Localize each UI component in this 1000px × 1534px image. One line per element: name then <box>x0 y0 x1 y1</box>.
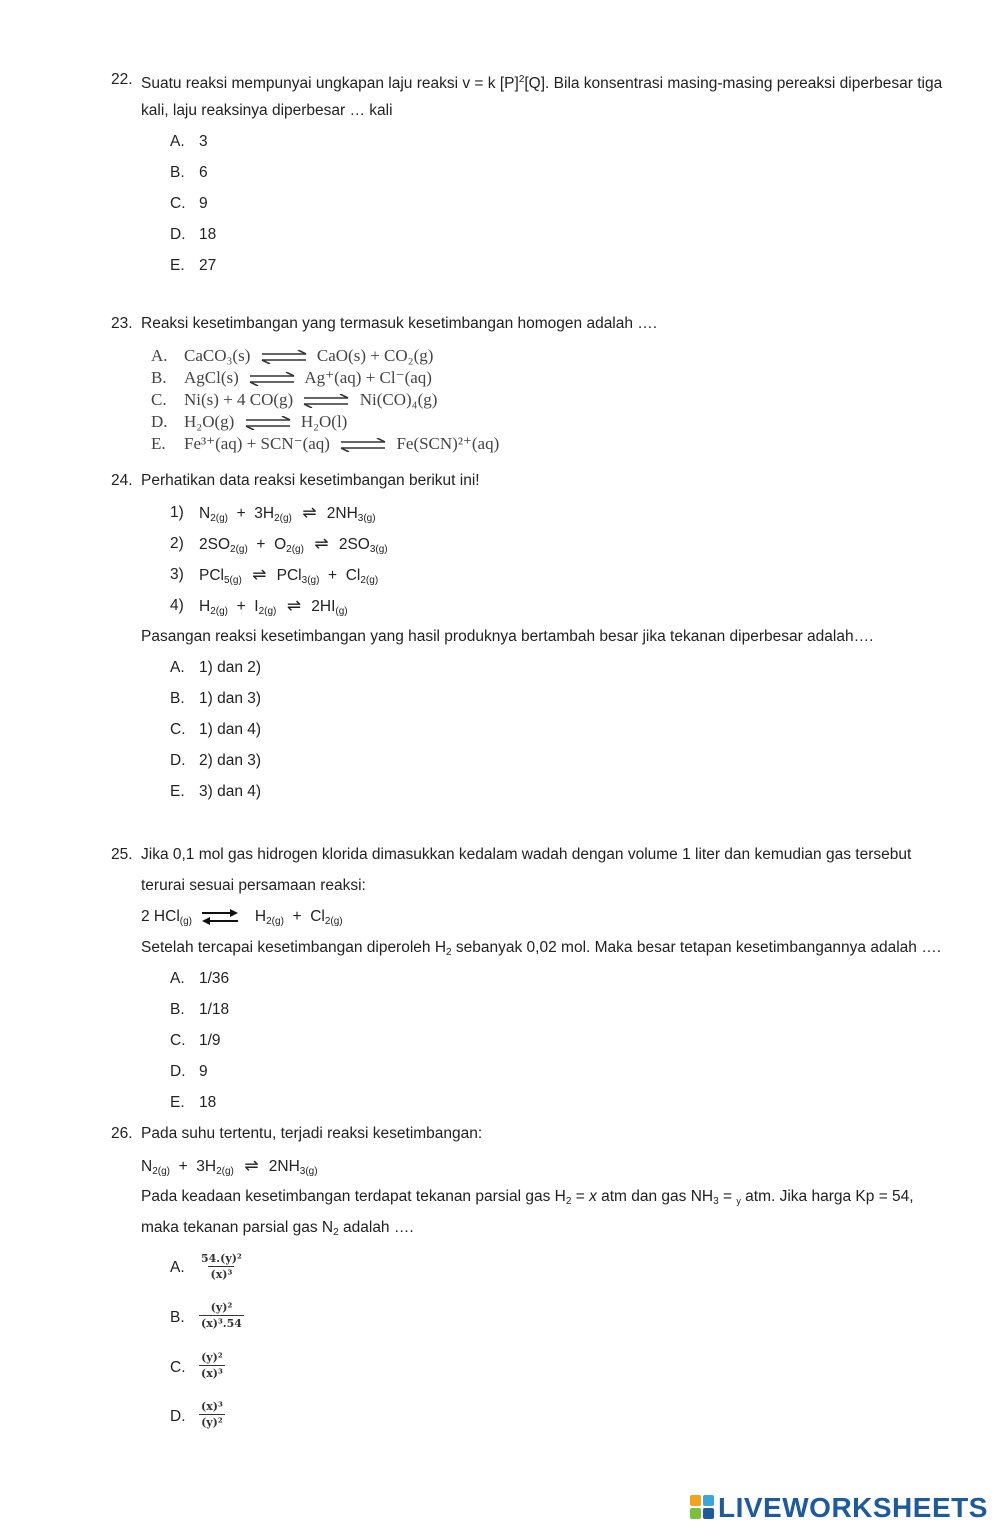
question-number: 22. <box>111 71 133 88</box>
fraction: $\frac{\text{54.(y)²}}{\text{(x)³}}$ <box>201 1252 242 1281</box>
question-text: Reaksi kesetimbangan yang termasuk kesetimbangan homogen adalah …. <box>141 315 658 332</box>
question-number: 26. <box>111 1125 133 1142</box>
option-a[interactable]: A. CaCO₃(s) CaO(s) + CO₂(g) <box>151 346 434 365</box>
question-text: Jika 0,1 mol gas hidrogen klorida dimasukkan kedalam wadah dengan volume 1 liter dan kemudian gas tersebut <box>141 846 912 863</box>
fraction: $\frac{\text{(y)²}}{\text{(x)³.54}}$ <box>201 1301 242 1330</box>
equilibrium-arrow-icon <box>247 372 297 386</box>
option-c[interactable]: C. Ni(s) + 4 CO(g) Ni(CO)₄(g) <box>151 390 438 409</box>
question-number: 24. <box>111 472 133 489</box>
fraction: $\frac{\text{(x)³}}{\text{(y)²}}$ <box>201 1400 223 1429</box>
equilibrium-arrow-icon <box>301 394 351 408</box>
worksheet-page: 22. Suatu reaksi mempunyai ungkapan laju reaksi v = k $[P]^2[Q]$. Bila konsentrasi masing-masing pereaksi diperbesar tiga kali, laju reaksinya diperbesar … kali A. 3 B. 6 C. 9 D. 18 E. 27 23. Reaksi kesetimbangan yang termasuk kesetimbangan homogen adalah …. A. CaCO₃(s) CaO(s) + CO₂(g) B. AgCl(s) Ag⁺(aq) + Cl⁻(aq) C. Ni(s) + 4 CO(g) Ni(CO)₄(g) D. H₂O(g) H₂O(l) E. Fe³⁺(aq) + SCN⁻(aq) Fe(SCN)²⁺(aq) 24. Perhatikan data reaksi kesetimbangan berikut ini! 1) $N_{2(g)} + 3H_{2(g)}$ ⇌ $2NH_{3(g)}$ 2) $2SO_{2(g)} + O_{2(g)}$ ⇌ $2SO_{3(g)}$ 3) PCl$_{5(g)}$ ⇌ $PCl_{3(g)} + Cl_{2(g)}$ 4) $H_{2(g)} + I_{2(g)}$ ⇌ $2HI_{(g)}$ Pasangan reaksi kesetimbangan yang hasil produknya bertambah besar jika tekanan diperbesar adalah…. A. 1) dan 2) B. 1) dan 3) C. 1) dan 4) D. 2) dan 3) E. 3) dan 4) 25. Jika 0,1 mol gas hidrogen klorida dimasukkan kedalam wadah dengan volume 1 liter dan kemudian gas tersebut terurai sesuai persamaan reaksi: 2 HCl$_{(g)}$ $H_{2(g)} + Cl_{2(g)}$ Setelah tercapai kesetimbangan diperoleh $H_2$ sebanyak 0,02 mol. Maka besar tetapan kesetimbangannya adalah …. A. 1/36 B. 1/18 C. 1/9 D. 9 E. 18 26. Pada suhu tertentu, terjadi reaksi kesetimbangan: $N_{2(g)} + 3H_{2(g)}$ ⇌ $2NH_{3(g)}$ Pada keadaan kesetimbangan terdapat tekanan parsial gas $H_2 = x$ atm dan gas $NH_3 = _y$ atm. Jika harga Kp = 54, maka tekanan parsial gas $N_2$ adalah …. A. $\frac{\text{54.(y)²}}{\text{(x)³}}$ B. $\frac{\text{(y)²}}{\text{(x)³.54}}$ C. $\frac{\text{(y)²}}{\text{(x)³}}$ D. $\frac{\text{(x)³}}{\text{(y)²}}$ LIVEWORKSHEETS <box>111 71 988 1523</box>
question-text: Perhatikan data reaksi kesetimbangan berikut ini! <box>141 472 480 489</box>
question-text: Pada suhu tertentu, terjadi reaksi kesetimbangan: <box>141 1125 483 1142</box>
question-number: 23. <box>111 315 133 332</box>
option-b[interactable]: B. AgCl(s) Ag⁺(aq) + Cl⁻(aq) <box>151 368 432 387</box>
equilibrium-arrow-icon <box>338 438 388 452</box>
logo-grid-icon <box>690 1495 716 1521</box>
question-text: Suatu reaksi mempunyai ungkapan laju reaksi v = k $[P]^2[Q]$. Bila konsentrasi masing-masing pereaksi diperbesar tiga <box>141 74 943 92</box>
fraction: $\frac{\text{(y)²}}{\text{(x)³}}$ <box>201 1351 223 1380</box>
equilibrium-arrow-icon <box>243 416 293 430</box>
option-e[interactable]: E. Fe³⁺(aq) + SCN⁻(aq) Fe(SCN)²⁺(aq) <box>151 434 500 453</box>
question-number: 25. <box>111 846 133 863</box>
equilibrium-arrow-icon <box>200 909 240 925</box>
liveworksheets-logo[interactable] <box>690 1492 988 1524</box>
equilibrium-arrow-icon <box>259 350 309 364</box>
logo-text: LIVEWORKSHEETS <box>718 1492 988 1523</box>
option-d[interactable]: D. H₂O(g) H₂O(l) <box>151 412 348 431</box>
